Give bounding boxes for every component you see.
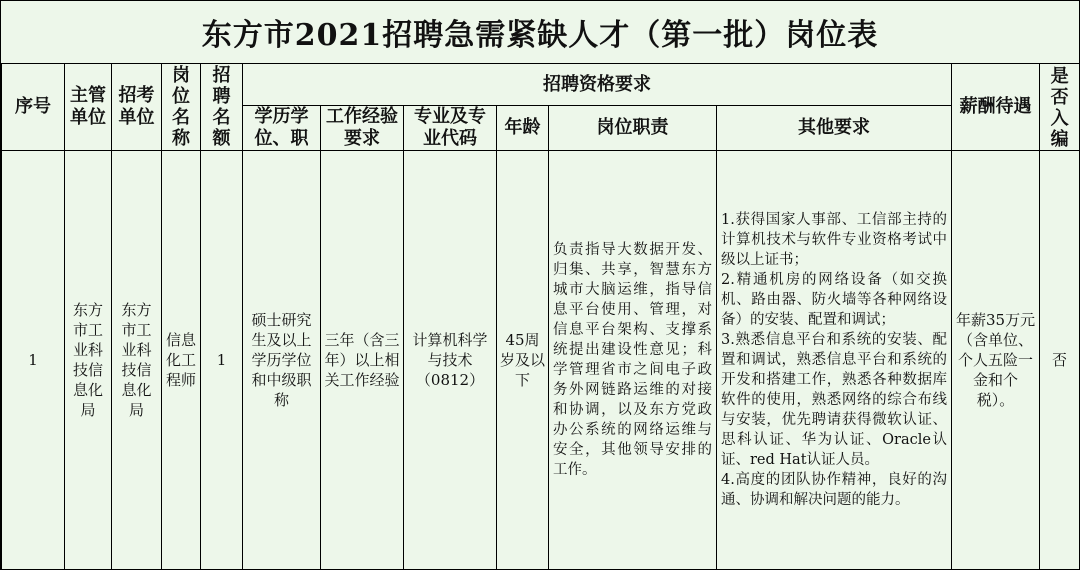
table-row xyxy=(2,151,1080,570)
header-count: 招聘名额 xyxy=(201,64,243,151)
job-table xyxy=(1,63,1080,570)
header-qualifications: 招聘资格要求 xyxy=(243,64,952,106)
header-major: 专业及专业代码 xyxy=(404,106,497,151)
header-duties: 岗位职责 xyxy=(549,106,717,151)
cell-duties: 负责指导大数据开发、归集、共享，智慧东方城市大脑运维，指导信息平台使用、管理，对信息平台架构、支撑系统提出建设性意见；科学管理省市之间电子政务外网链路运维的对接和协调，以及东方党政办公系统的网络运维与安全，其他领导安排的工作。 xyxy=(549,151,717,570)
header-experience: 工作经验要求 xyxy=(321,106,404,151)
cell-position: 信息化工程师 xyxy=(162,151,201,570)
header-dept: 主管单位 xyxy=(65,64,112,151)
header-salary: 薪酬待遇 xyxy=(952,64,1040,151)
cell-age: 45周岁及以下 xyxy=(497,151,549,570)
cell-seq: 1 xyxy=(2,151,65,570)
header-age: 年龄 xyxy=(497,106,549,151)
cell-major: 计算机科学与技术（0812） xyxy=(404,151,497,570)
header-in-quota: 是否入编 xyxy=(1040,64,1080,151)
cell-salary: 年薪35万元（含单位、个人五险一金和个税）。 xyxy=(952,151,1040,570)
header-education: 学历学位、职 xyxy=(243,106,321,151)
header-other: 其他要求 xyxy=(717,106,952,151)
cell-recruiter: 东方市工业科技信息化局 xyxy=(112,151,162,570)
header-seq: 序号 xyxy=(2,64,65,151)
header-row-1 xyxy=(2,64,1080,106)
header-position: 岗位名称 xyxy=(162,64,201,151)
cell-education: 硕士研究生及以上学历学位和中级职称 xyxy=(243,151,321,570)
header-recruiter: 招考单位 xyxy=(112,64,162,151)
cell-count: 1 xyxy=(201,151,243,570)
cell-experience: 三年（含三年）以上相关工作经验 xyxy=(321,151,404,570)
table-title: 东方市2021招聘急需紧缺人才（第一批）岗位表 xyxy=(1,1,1079,64)
cell-dept: 东方市工业科技信息化局 xyxy=(65,151,112,570)
cell-other: 1.获得国家人事部、工信部主持的计算机技术与软件专业资格考试中级以上证书； 2.精通机房的网络设备（如交换机、路由器、防火墙等各种网络设备）的安装、配置和调试； 3.熟悉信息平台和系统的安装、配置和调试，熟悉信息平台和系统的开发和搭建工作，熟悉各种数据库软件的使用，熟悉网络的综合布线与安装，优先聘请获得微软认证、思科认证、华为认证、Oracle认证、red Hat认证人员。 4.高度的团队协作精神，良好的沟通、协调和解决问题的能力。 xyxy=(717,151,952,570)
cell-in-quota: 否 xyxy=(1040,151,1080,570)
